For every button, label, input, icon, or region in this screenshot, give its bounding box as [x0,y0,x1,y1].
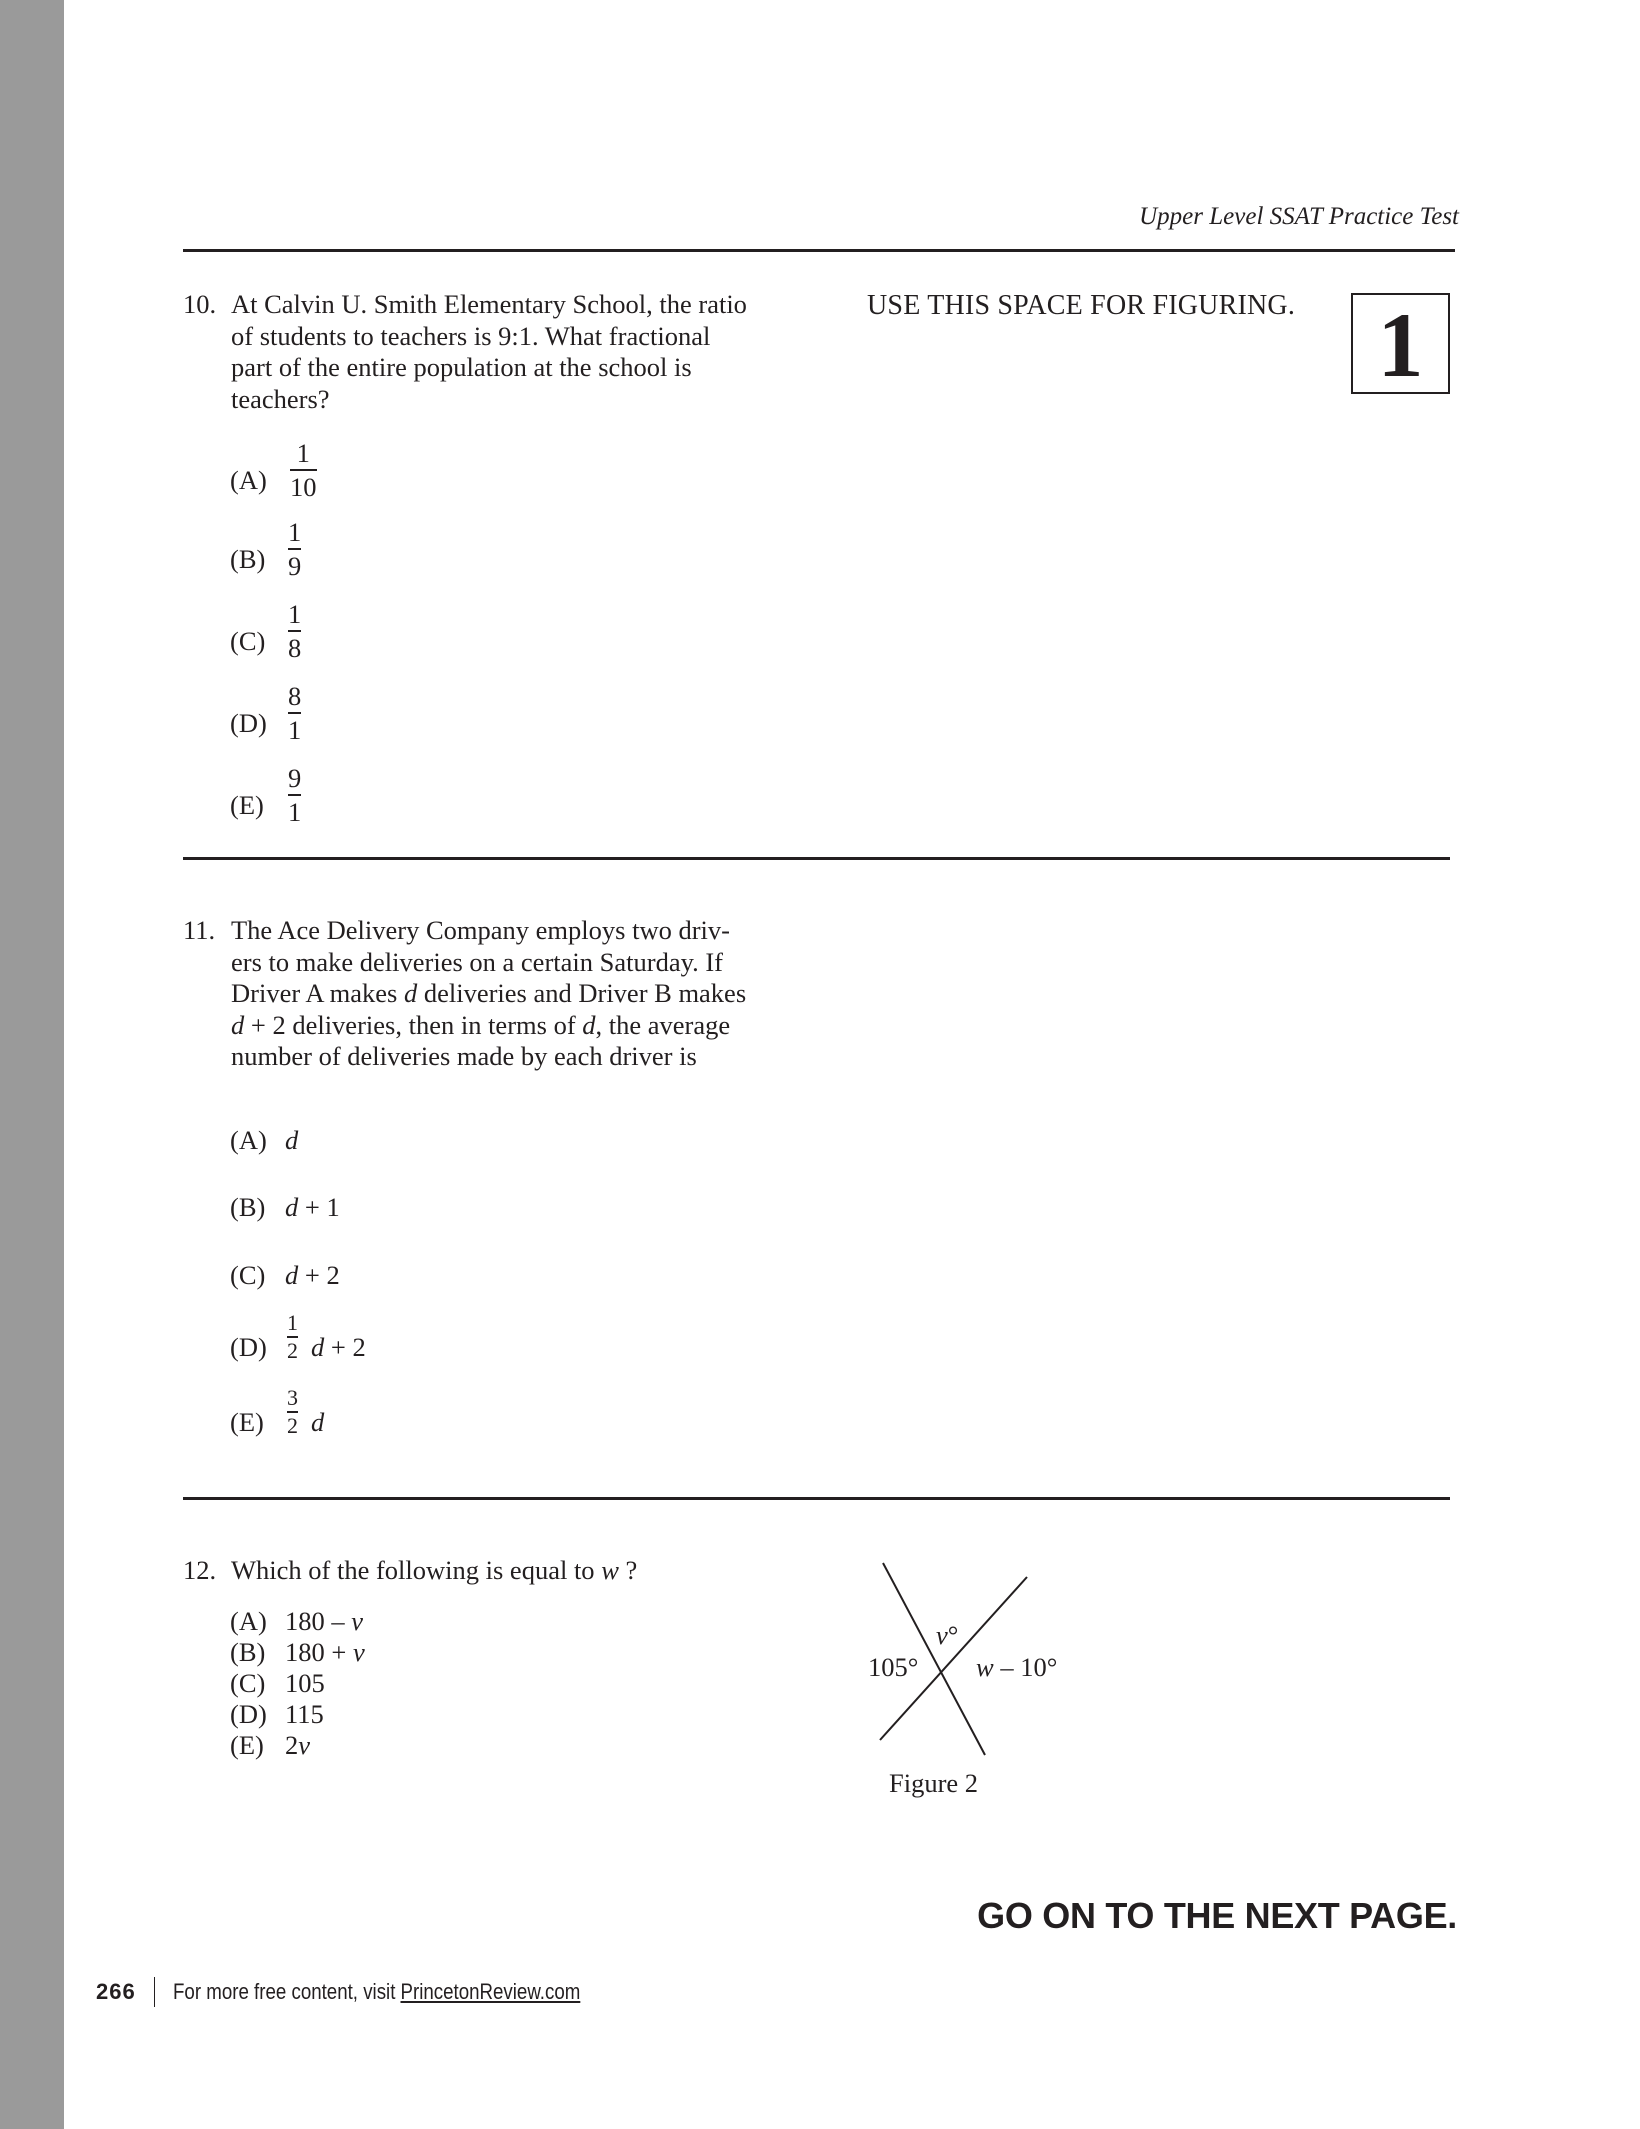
option-text: + 1 [298,1192,340,1222]
option-text: 2 [285,1730,299,1760]
option-value [285,1730,310,1761]
option-text: 180 + [285,1637,353,1667]
running-head: Upper Level SSAT Practice Test [1139,203,1459,230]
variable: w [976,1652,994,1682]
header-rule [183,249,1455,252]
question-divider [183,857,1450,860]
stem-line: teachers? [231,383,330,414]
option-value [285,1192,340,1223]
stem-text: + 2 deliveries, then in terms of [244,1009,583,1040]
option-value [285,1699,324,1730]
variable: d [582,1009,596,1040]
option-text: 105 [285,1668,325,1698]
figure-caption: Figure 2 [889,1768,979,1798]
footer-link[interactable]: PrincetonReview.com [400,1979,581,2004]
denominator: 2 [287,1412,298,1438]
fraction [287,1312,298,1362]
variable: d [285,1125,299,1155]
footer-separator [154,1977,156,2007]
stem-line: of students to teachers is 9:1. What fractional [231,320,711,351]
footer-text [173,1979,580,2005]
option-label: (E) [230,1730,264,1760]
stem-line: The Ace Delivery Company employs two driv- [231,915,730,945]
fraction-bar [288,548,301,550]
question-stem [231,289,747,415]
fraction [290,439,317,501]
denominator: 1 [288,796,302,827]
option-label: (A) [230,1606,267,1636]
option-label: (C) [230,1668,266,1698]
page-footer [96,1977,652,2007]
variable: d [231,1009,245,1040]
option-label: (A) [230,1125,267,1155]
option-value [285,1668,325,1699]
stem-line: number of deliveries made by each driver is [231,1041,697,1071]
denominator: 1 [288,714,302,745]
question-divider [183,1497,1450,1500]
option-label: (B) [230,544,266,574]
option-label: (D) [230,1699,267,1729]
variable: d [285,1192,299,1222]
numerator: 1 [287,1310,298,1335]
denominator: 2 [287,1337,298,1363]
fraction-bar [288,794,301,796]
expression: – 10° [993,1652,1058,1682]
angle-label-top [936,1620,958,1651]
option-label: (E) [230,790,264,820]
variable: d [403,978,418,1008]
stem-text: Which of the following is equal to [231,1555,602,1585]
numerator: 9 [288,763,302,793]
variable: v [351,1606,364,1636]
page-gutter-bar [0,0,64,2129]
option-value [311,1332,366,1363]
variable: v [298,1730,311,1760]
option-label: (E) [230,1407,264,1437]
option-label: (B) [230,1637,266,1667]
variable: v [352,1637,365,1667]
stem-text: ? [618,1555,638,1585]
denominator: 8 [288,632,302,663]
option-text: 180 – [285,1606,352,1636]
option-label: (D) [230,1332,267,1362]
fraction [288,764,301,826]
numerator: 8 [288,681,302,711]
numerator: 3 [287,1385,298,1410]
numerator: 1 [296,438,310,468]
page-number: 266 [96,1979,136,2004]
section-number: 1 [1377,294,1424,396]
question-number: 11. [183,915,216,945]
option-text: 115 [285,1699,324,1729]
option-value [285,1125,298,1156]
section-number-box [1351,293,1450,394]
denominator: 10 [290,471,317,502]
figuring-space-label: USE THIS SPACE FOR FIGURING. [867,290,1296,321]
stem-line: ers to make deliveries on a certain Saturday. If [231,946,724,977]
option-label: (B) [230,1192,266,1222]
option-value [285,1606,363,1637]
variable: d [285,1260,299,1290]
numerator: 1 [288,517,302,547]
question-number: 10. [183,289,217,319]
stem-text: Driver A makes [231,978,404,1008]
option-text: + 2 [324,1332,366,1362]
fraction-bar [288,630,301,632]
option-label: (D) [230,708,267,738]
question-number: 12. [183,1555,217,1585]
variable: d [311,1407,325,1437]
variable: v [936,1620,948,1650]
go-on-notice: GO ON TO THE NEXT PAGE. [977,1895,1457,1936]
denominator: 9 [288,550,302,581]
fraction [288,600,301,662]
footer-message: For more free content, visit [173,1979,396,2004]
stem-line: At Calvin U. Smith Elementary School, the ratio [231,289,747,319]
stem-text: deliveries and Driver B makes [417,978,747,1008]
fraction [288,682,301,744]
variable: d [311,1332,325,1362]
option-label: (C) [230,626,266,656]
fraction-bar [288,712,301,714]
stem-line [231,978,746,1010]
stem-line: part of the entire population at the school is [231,352,692,382]
stem-text: , the average [595,1009,731,1040]
degree: ° [947,1620,959,1650]
fraction-bar [290,469,317,471]
fraction [287,1387,298,1437]
option-value [285,1637,365,1668]
option-value [285,1260,340,1291]
variable: w [601,1555,619,1585]
fraction [288,518,301,580]
option-label: (A) [230,465,267,495]
option-label: (C) [230,1260,266,1290]
option-text: + 2 [298,1260,340,1290]
angle-label-right [976,1652,1057,1683]
stem-line [231,1010,746,1042]
question-stem [231,1555,637,1587]
question-stem [231,915,746,1073]
numerator: 1 [288,599,302,629]
option-value [311,1407,324,1438]
angle-label-left: 105° [868,1652,919,1682]
